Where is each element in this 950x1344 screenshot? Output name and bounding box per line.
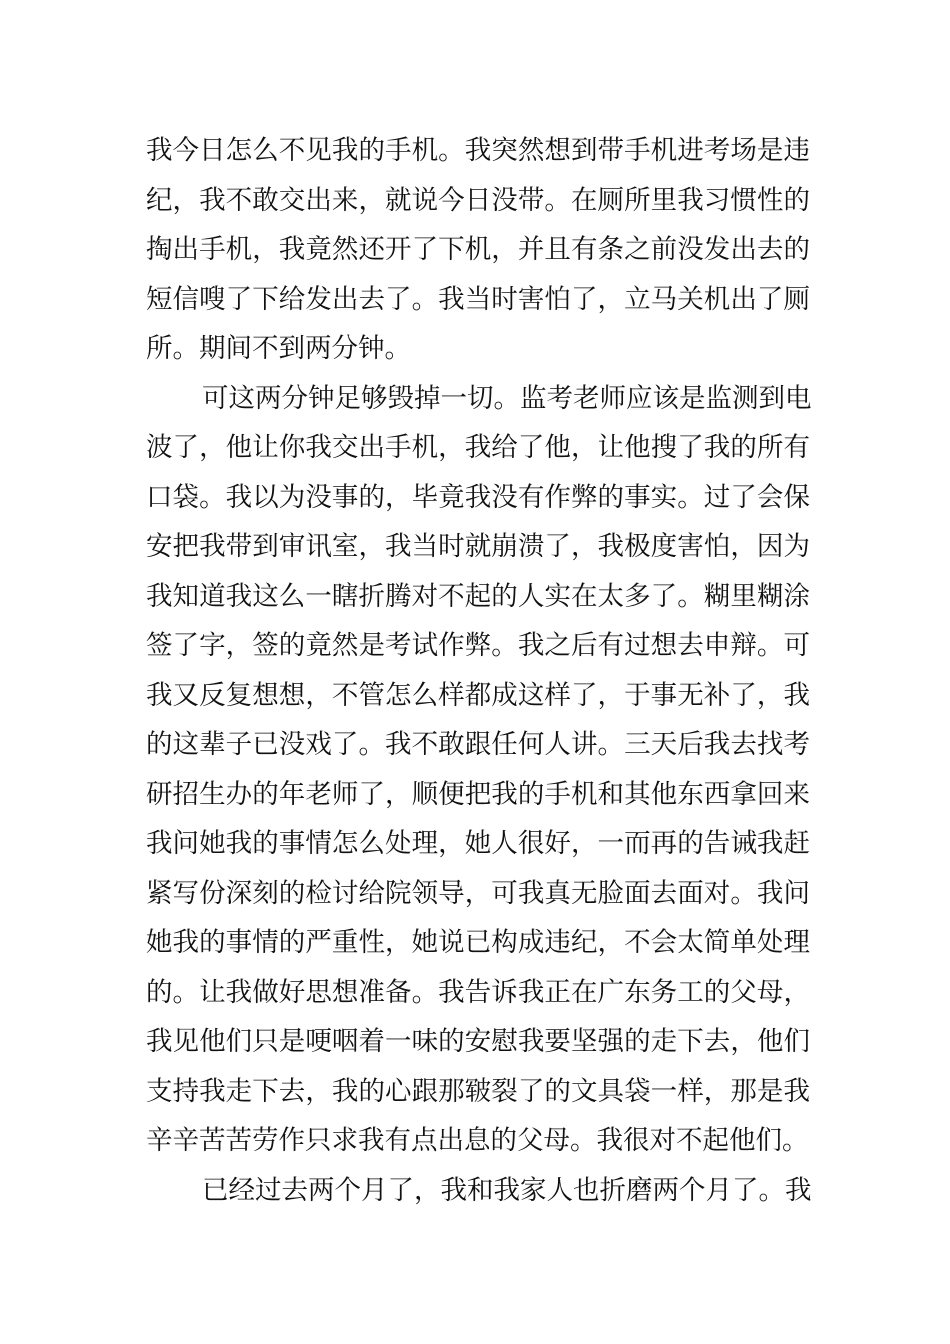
text-line: 口袋。我以为没事的，毕竟我没有作弊的事实。过了会保 [146, 481, 810, 513]
text-line: 我问她我的事情怎么处理，她人很好，一而再的告诫我赶 [146, 828, 810, 859]
text-line: 所。期间不到两分钟。 [146, 333, 411, 364]
text-line: 短信嗖了下给发出去了。我当时害怕了，立马关机出了厕 [146, 283, 810, 315]
paragraph-1 [146, 126, 810, 374]
text-line: 可这两分钟足够毁掉一切。监考老师应该是监测到电 [202, 382, 812, 414]
text-line: 紧写份深刻的检讨给院领导，可我真无脸面去面对。我问 [146, 877, 810, 909]
text-line: 我今日怎么不见我的手机。我突然想到带手机进考场是违 [146, 135, 810, 166]
text-line: 她我的事情的严重性，她说已构成违纪，不会太简单处理 [146, 927, 810, 958]
text-line: 辛辛苦苦劳作只求我有点出息的父母。我很对不起他们。 [146, 1125, 809, 1156]
text-line: 签了字，签的竟然是考试作弊。我之后有过想去申辩。可 [146, 630, 810, 661]
text-line: 安把我带到审讯室，我当时就崩溃了，我极度害怕，因为 [146, 531, 810, 562]
text-line: 支持我走下去，我的心跟那皲裂了的文具袋一样，那是我 [146, 1075, 810, 1107]
text-line: 掏出手机，我竟然还开了下机，并且有条之前没发出去的 [146, 234, 810, 265]
text-line: 我知道我这么一瞎折腾对不起的人实在太多了。糊里糊涂 [146, 580, 810, 612]
paragraph-3 [146, 1166, 810, 1216]
text-line: 研招生办的年老师了，顺便把我的手机和其他东西拿回来 [146, 778, 810, 810]
text-line: 的。让我做好思想准备。我告诉我正在广东务工的父母， [146, 976, 810, 1008]
text-line: 的这辈子已没戏了。我不敢跟任何人讲。三天后我去找考 [146, 729, 810, 760]
text-line: 波了，他让你我交出手机，我给了他，让他搜了我的所有 [146, 432, 810, 463]
body-text [146, 126, 810, 1215]
text-line: 纪，我不敢交出来，就说今日没带。在厕所里我习惯性的 [146, 184, 810, 216]
text-line: 已经过去两个月了，我和我家人也折磨两个月了。我 [202, 1174, 812, 1206]
text-line: 我又反复想想，不管怎么样都成这样了，于事无补了，我 [146, 679, 810, 711]
text-line: 我见他们只是哽咽着一味的安慰我要坚强的走下去，他们 [146, 1026, 810, 1057]
paragraph-2 [146, 374, 810, 1166]
